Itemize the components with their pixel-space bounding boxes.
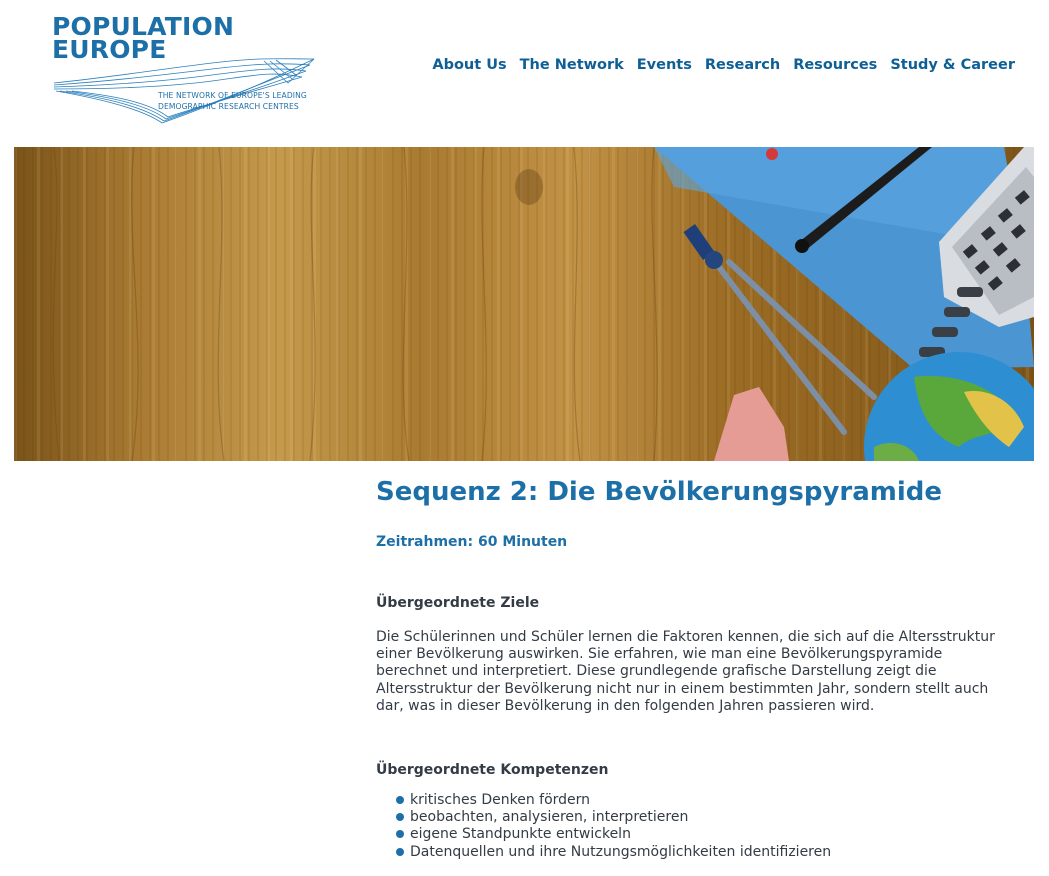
list-item-text: Datenquellen und ihre Nutzungsmöglichkeiten identifizieren: [410, 843, 832, 860]
list-item-text: eigene Standpunkte entwickeln: [410, 826, 631, 843]
logo-tagline-1: THE NETWORK OF EUROPE'S LEADING: [158, 91, 307, 100]
list-item-text: kritisches Denken fördern: [410, 792, 591, 808]
main-navigation: [419, 57, 1015, 73]
nav-item-the-network[interactable]: The Network: [519, 57, 624, 73]
list-item: [396, 792, 831, 809]
hero-desk-illustration: [14, 147, 1034, 461]
nav-item-research[interactable]: Research: [704, 57, 781, 73]
bullet-icon: [396, 813, 404, 821]
nav-item-resources[interactable]: Resources: [793, 57, 878, 73]
list-item: [396, 809, 831, 826]
nav-item-study-career[interactable]: Study & Career: [890, 57, 1015, 73]
competencies-heading: Übergeordnete Kompetenzen: [376, 762, 609, 778]
nav-item-about-us[interactable]: About Us: [432, 57, 507, 73]
list-item: [396, 826, 831, 843]
page-title: Sequenz 2: Die Bevölkerungspyramide: [376, 477, 943, 507]
timeframe-label: Zeitrahmen: 60 Minuten: [376, 534, 568, 550]
nav-item-events[interactable]: Events: [636, 57, 692, 73]
goals-paragraph: Die Schülerinnen und Schüler lernen die Faktoren kennen, die sich auf die Altersstruktur einer Bevölkerung auswirken. Sie erfahren, wie man eine Bevölkerungspyramide berechnet und interpretiert. Diese grundlegende grafische Darstellung zeigt die Altersstruktur der Bevölkerung nicht nur in einem bestimmten Jahr, sondern stellt auch dar, was in dieser Bevölkerung in den folgenden Jahren passieren wird.: [376, 629, 995, 714]
logo-text-population: POPULATION: [52, 12, 235, 41]
bullet-icon: [396, 796, 404, 804]
competencies-list: [396, 792, 831, 861]
bullet-icon: [396, 830, 404, 838]
goals-heading: Übergeordnete Ziele: [376, 595, 540, 611]
logo-wave-graphic: [52, 43, 317, 128]
main-content: [376, 474, 1016, 860]
hero-image: [14, 147, 1034, 461]
list-item: [396, 844, 831, 861]
logo-tagline-2: DEMOGRAPHIC RESEARCH CENTRES: [158, 102, 299, 111]
list-item-text: beobachten, analysieren, interpretieren: [410, 809, 689, 826]
population-europe-logo[interactable]: [52, 13, 322, 113]
logo-text-europe: EUROPE: [52, 35, 167, 64]
bullet-icon: [396, 848, 404, 856]
